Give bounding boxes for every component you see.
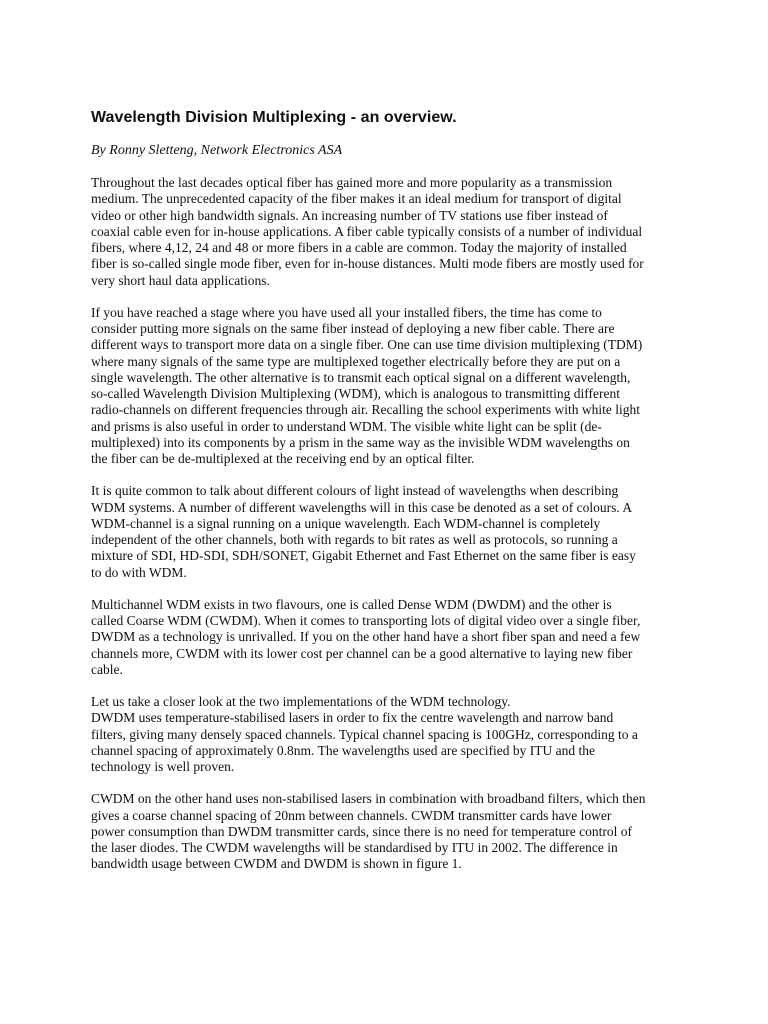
text-line: the fiber can be de-multiplexed at the receiving end by an optical filter. — [91, 451, 475, 466]
text-line: cable. — [91, 661, 123, 677]
text-line: and prisms is also useful in order to understand WDM. The visible white light can be split (de- — [91, 418, 602, 434]
text-line: medium. The unprecedented capacity of the fiber makes it an ideal medium for transport of digital — [91, 191, 622, 207]
paragraph-5 — [91, 694, 681, 775]
text-line: If you have reached a stage where you have used all your installed fibers, the time has come to — [91, 304, 602, 320]
text-line: channel spacing of approximately 0.8nm. The wavelengths used are specified by ITU and the — [91, 742, 595, 758]
text-line: It is quite common to talk about different colours of light instead of wavelengths when describing — [91, 483, 619, 499]
text-line: channels more, CWDM with its lower cost per channel can be a good alternative to laying new fiber — [91, 645, 633, 661]
text-line: CWDM on the other hand uses non-stabilised lasers in combination with broadband filters, which then — [91, 791, 646, 807]
paragraph-6 — [91, 791, 681, 872]
text-line: WDM systems. A number of different wavelengths will in this case be denoted as a set of colours. A — [91, 499, 633, 515]
text-line: video or other high bandwidth signals. An increasing number of TV stations use fiber instead of — [91, 207, 608, 223]
text-line: very short haul data applications. — [91, 272, 270, 288]
text-line: where many signals of the same type are multiplexed together electrically before they are put on a — [91, 353, 621, 369]
text-line: bandwidth usage between CWDM and DWDM is shown in figure 1. — [91, 856, 462, 872]
text-line: Throughout the last decades optical fiber has gained more and more popularity as a transmission — [91, 175, 613, 190]
text-line: consider putting more signals on the same fiber instead of deploying a new fiber cable. There are — [91, 321, 615, 336]
paragraph-3 — [91, 483, 681, 581]
document-title: Wavelength Division Multiplexing - an overview. — [91, 109, 457, 126]
text-line: coaxial cable even for in-house applications. A fiber cable typically consists of a number of individual — [91, 223, 643, 239]
text-line: the laser diodes. The CWDM wavelengths will be standardised by ITU in 2002. The difference in — [91, 840, 618, 855]
text-line: independent of the other channels, both with regards to bit rates as well as protocols, so running a — [91, 532, 618, 547]
paragraph-2 — [91, 305, 681, 468]
text-line: fibers, where 4,12, 24 and 48 or more fibers in a cable are common. Today the majority of installed — [91, 240, 627, 255]
text-line: single wavelength. The other alternative is to transmit each optical signal on a different wavelength, — [91, 369, 631, 385]
text-line: to do with WDM. — [91, 564, 187, 580]
document-page — [91, 100, 681, 873]
text-line: DWDM uses temperature-stabilised lasers in order to fix the centre wavelength and narrow band — [91, 710, 614, 726]
text-line: power consumption than DWDM transmitter cards, since there is no need for temperature control of — [91, 823, 632, 839]
text-line: filters, giving many densely spaced channels. Typical channel spacing is 100GHz, corresponding to a — [91, 726, 638, 742]
text-line: fiber is so-called single mode fiber, even for in-house distances. Multi mode fibers are mostly used for — [91, 256, 644, 272]
paragraph-4 — [91, 597, 681, 678]
text-line: mixture of SDI, HD-SDI, SDH/SONET, Gigabit Ethernet and Fast Ethernet on the same fiber is easy — [91, 548, 636, 564]
text-line: gives a coarse channel spacing of 20nm between channels. CWDM transmitter cards have lower — [91, 807, 612, 823]
text-line: DWDM as a technology is unrivalled. If you on the other hand have a short fiber span and need a few — [91, 629, 641, 645]
text-line: Let us take a closer look at the two implementations of the WDM technology. — [91, 694, 511, 709]
text-line: called Coarse WDM (CWDM). When it comes to transporting lots of digital video over a single fiber, — [91, 613, 641, 628]
paragraph-1 — [91, 175, 681, 289]
text-line: so-called Wavelength Division Multiplexing (WDM), which is analogous to transmitting different — [91, 386, 620, 401]
author-byline: By Ronny Sletteng, Network Electronics ASA — [91, 143, 343, 158]
text-line: Multichannel WDM exists in two flavours, one is called Dense WDM (DWDM) and the other is — [91, 596, 612, 612]
text-line: technology is well proven. — [91, 759, 235, 774]
text-line: WDM-channel is a signal running on a unique wavelength. Each WDM-channel is completely — [91, 515, 601, 531]
document-body — [91, 175, 681, 873]
text-line: radio-channels on different frequencies through air. Recalling the school experiments with white light — [91, 402, 640, 418]
text-line: different ways to transport more data on a single fiber. One can use time division multiplexing (TDM) — [91, 337, 643, 353]
text-line: multiplexed) into its components by a prism in the same way as the invisible WDM wavelengths on — [91, 434, 630, 450]
